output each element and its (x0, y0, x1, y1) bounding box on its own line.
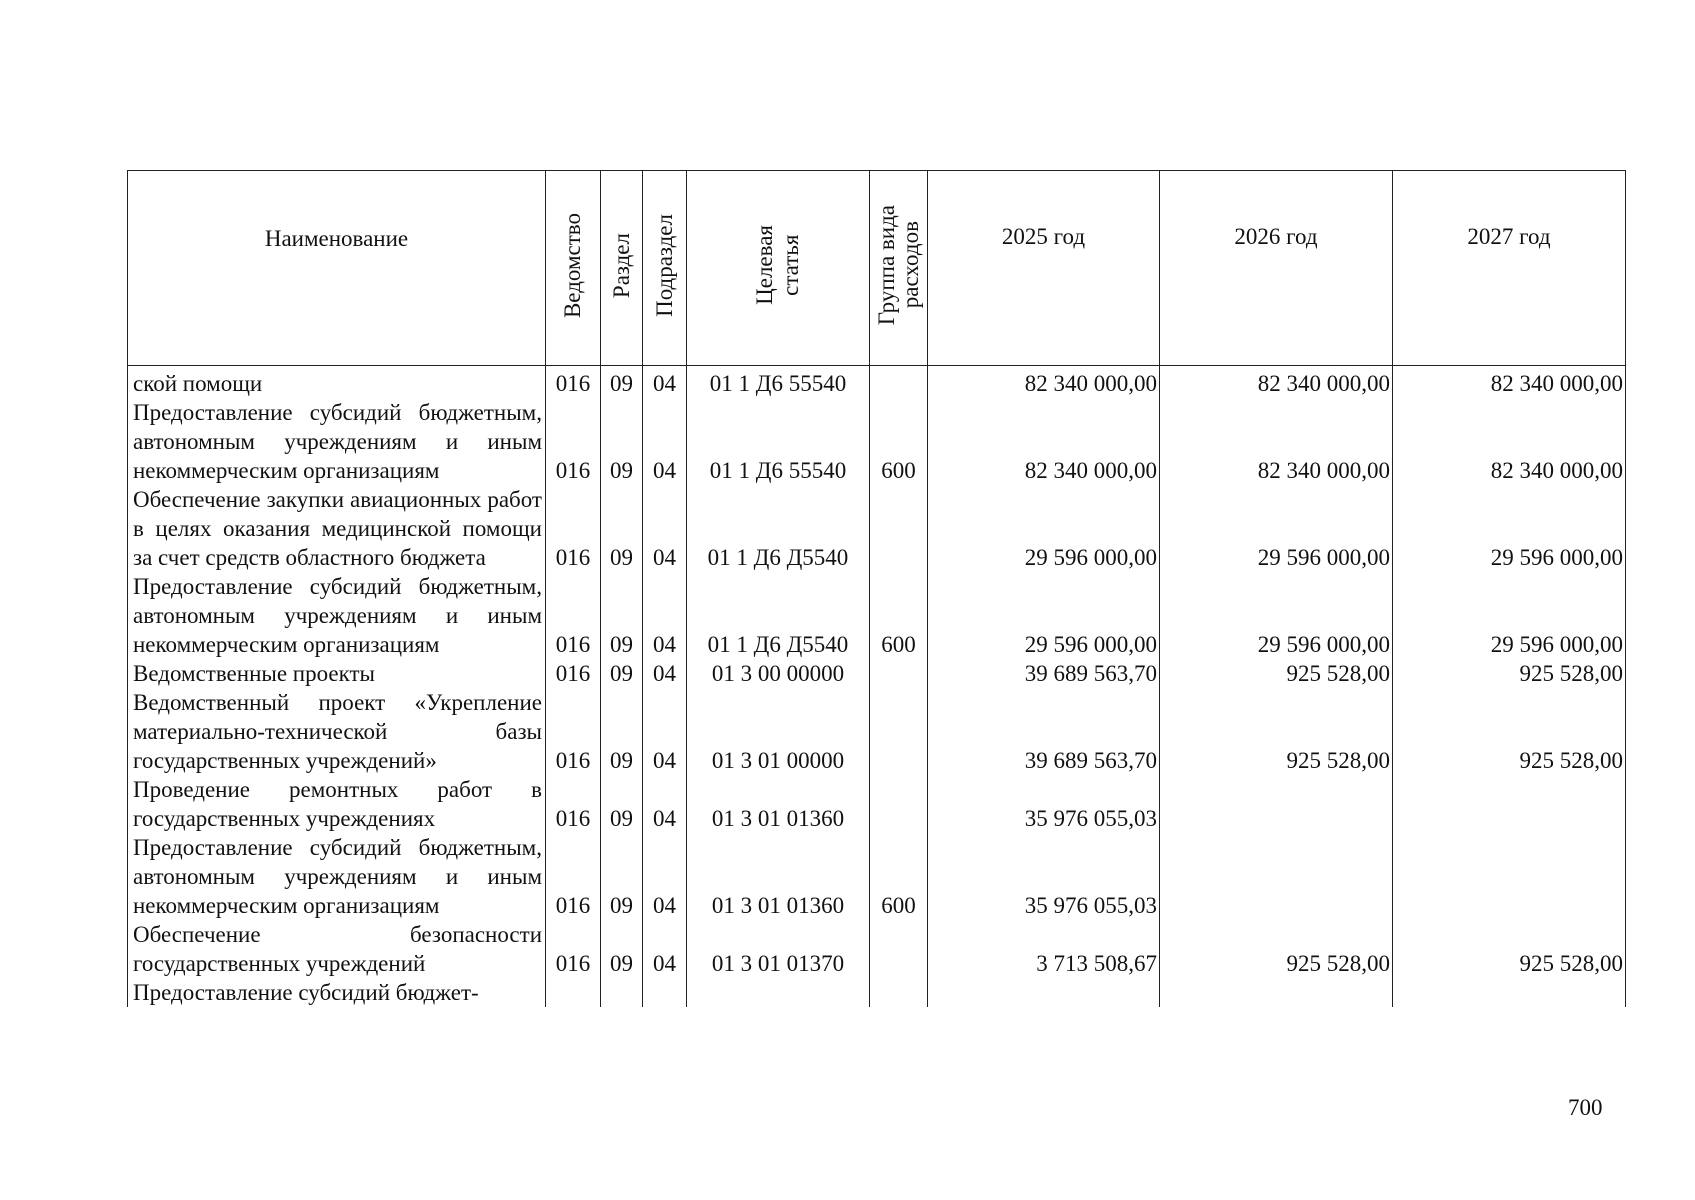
header-target-article (687, 171, 870, 366)
row-department: 016 (546, 398, 601, 485)
row-department: 016 (546, 920, 601, 978)
row-expense-group (870, 659, 928, 688)
row-department: 016 (546, 485, 601, 572)
row-amount-2027 (1393, 978, 1626, 1007)
header-year-2026-label: 2026 год (1234, 224, 1318, 249)
row-amount-2026: 925 528,00 (1160, 920, 1393, 978)
row-subsection: 04 (643, 775, 687, 833)
row-subsection: 04 (643, 920, 687, 978)
table-row (128, 833, 1626, 920)
table-row (128, 775, 1626, 833)
header-expense-group-label: Группа вида расходов (873, 205, 923, 326)
row-expense-group: 600 (870, 572, 928, 659)
row-name: Ведомственные проекты (128, 659, 546, 688)
row-amount-2027: 925 528,00 (1393, 688, 1626, 775)
row-amount-2025: 39 689 563,70 (928, 688, 1160, 775)
row-section: 09 (601, 775, 643, 833)
row-section: 09 (601, 833, 643, 920)
row-subsection: 04 (643, 659, 687, 688)
row-amount-2025: 3 713 508,67 (928, 920, 1160, 978)
row-amount-2027: 29 596 000,00 (1393, 485, 1626, 572)
table-row (128, 572, 1626, 659)
header-row (128, 171, 1626, 366)
row-subsection: 04 (643, 366, 687, 399)
header-name-label: Наименование (264, 226, 409, 251)
row-department: 016 (546, 572, 601, 659)
table-row (128, 485, 1626, 572)
row-name: Предоставление субсидий бюджетным, автономным учреждениям и иным некоммерческим организациям (128, 833, 546, 920)
row-section: 09 (601, 688, 643, 775)
row-expense-group (870, 920, 928, 978)
row-expense-group (870, 688, 928, 775)
row-name: Обеспечение безопасности государственных учреждений (128, 920, 546, 978)
row-name: Ведомственный проект «Укрепление материально-технической базы государственных учреждений» (128, 688, 546, 775)
row-expense-group (870, 978, 928, 1007)
row-amount-2027 (1393, 833, 1626, 920)
header-year-2025-label: 2025 год (1001, 224, 1086, 249)
row-name: Обеспечение закупки авиационных работ в целях оказания медицинской помощи за счет средств областного бюджета (128, 485, 546, 572)
table-row (128, 366, 1626, 399)
row-target-article: 01 3 01 00000 (687, 688, 870, 775)
row-amount-2026: 925 528,00 (1160, 659, 1393, 688)
row-name: Предоставление субсидий бюджет- (128, 978, 546, 1007)
row-name: Проведение ремонтных работ в государственных учреждениях (128, 775, 546, 833)
row-amount-2025: 35 976 055,03 (928, 775, 1160, 833)
header-department (546, 171, 601, 366)
row-amount-2025: 29 596 000,00 (928, 572, 1160, 659)
header-year-2027-label: 2027 год (1467, 224, 1551, 249)
row-subsection: 04 (643, 688, 687, 775)
row-target-article: 01 1 Д6 55540 (687, 366, 870, 399)
row-amount-2027: 82 340 000,00 (1393, 398, 1626, 485)
table-row (128, 398, 1626, 485)
row-expense-group (870, 775, 928, 833)
header-subsection (643, 171, 687, 366)
row-target-article: 01 1 Д6 Д5540 (687, 485, 870, 572)
row-subsection (643, 978, 687, 1007)
row-target-article: 01 3 01 01360 (687, 775, 870, 833)
row-department: 016 (546, 366, 601, 399)
row-amount-2027: 29 596 000,00 (1393, 572, 1626, 659)
header-year-2027 (1393, 171, 1626, 366)
header-year-2025 (928, 171, 1160, 366)
row-target-article: 01 3 01 01360 (687, 833, 870, 920)
row-amount-2025: 35 976 055,03 (928, 833, 1160, 920)
row-section: 09 (601, 572, 643, 659)
row-expense-group (870, 485, 928, 572)
row-department: 016 (546, 688, 601, 775)
row-amount-2025: 29 596 000,00 (928, 485, 1160, 572)
row-subsection: 04 (643, 572, 687, 659)
row-amount-2026: 29 596 000,00 (1160, 572, 1393, 659)
row-section (601, 978, 643, 1007)
budget-table-sheet (127, 170, 1626, 1007)
row-amount-2026: 82 340 000,00 (1160, 366, 1393, 399)
row-amount-2026: 82 340 000,00 (1160, 398, 1393, 485)
row-department: 016 (546, 833, 601, 920)
table-row (128, 978, 1626, 1007)
row-section: 09 (601, 659, 643, 688)
budget-table (127, 170, 1626, 1007)
row-amount-2026 (1160, 978, 1393, 1007)
header-subsection-label: Подраздел (651, 214, 677, 317)
row-name: Предоставление субсидий бюджетным, автономным учреждениям и иным некоммерческим организациям (128, 398, 546, 485)
header-section (601, 171, 643, 366)
row-subsection: 04 (643, 398, 687, 485)
row-expense-group: 600 (870, 398, 928, 485)
row-department: 016 (546, 775, 601, 833)
row-amount-2027 (1393, 775, 1626, 833)
row-department (546, 978, 601, 1007)
row-amount-2027: 925 528,00 (1393, 920, 1626, 978)
row-section: 09 (601, 485, 643, 572)
row-subsection: 04 (643, 485, 687, 572)
header-expense-group (870, 171, 928, 366)
row-section: 09 (601, 398, 643, 485)
row-amount-2025: 82 340 000,00 (928, 398, 1160, 485)
page-number: 700 (1568, 1095, 1603, 1120)
row-amount-2025: 82 340 000,00 (928, 366, 1160, 399)
table-row (128, 659, 1626, 688)
row-amount-2026: 925 528,00 (1160, 688, 1393, 775)
row-expense-group: 600 (870, 833, 928, 920)
row-section: 09 (601, 920, 643, 978)
row-amount-2025 (928, 978, 1160, 1007)
row-subsection: 04 (643, 833, 687, 920)
row-amount-2026: 29 596 000,00 (1160, 485, 1393, 572)
row-target-article: 01 1 Д6 Д5540 (687, 572, 870, 659)
row-amount-2027: 925 528,00 (1393, 659, 1626, 688)
row-amount-2027: 82 340 000,00 (1393, 366, 1626, 399)
row-expense-group (870, 366, 928, 399)
row-section: 09 (601, 366, 643, 399)
table-row (128, 920, 1626, 978)
row-target-article: 01 3 00 00000 (687, 659, 870, 688)
header-department-label: Ведомство (560, 212, 585, 319)
row-amount-2026 (1160, 833, 1393, 920)
row-target-article: 01 1 Д6 55540 (687, 398, 870, 485)
table-row (128, 688, 1626, 775)
row-target-article (687, 978, 870, 1007)
header-year-2026 (1160, 171, 1393, 366)
header-target-article-label: Целевая статья (752, 225, 803, 305)
row-amount-2025: 39 689 563,70 (928, 659, 1160, 688)
row-name: ской помощи (128, 366, 546, 399)
row-amount-2026 (1160, 775, 1393, 833)
row-name: Предоставление субсидий бюджетным, автономным учреждениям и иным некоммерческим организациям (128, 572, 546, 659)
row-department: 016 (546, 659, 601, 688)
row-target-article: 01 3 01 01370 (687, 920, 870, 978)
header-name (128, 171, 546, 366)
header-section-label: Раздел (608, 232, 634, 299)
